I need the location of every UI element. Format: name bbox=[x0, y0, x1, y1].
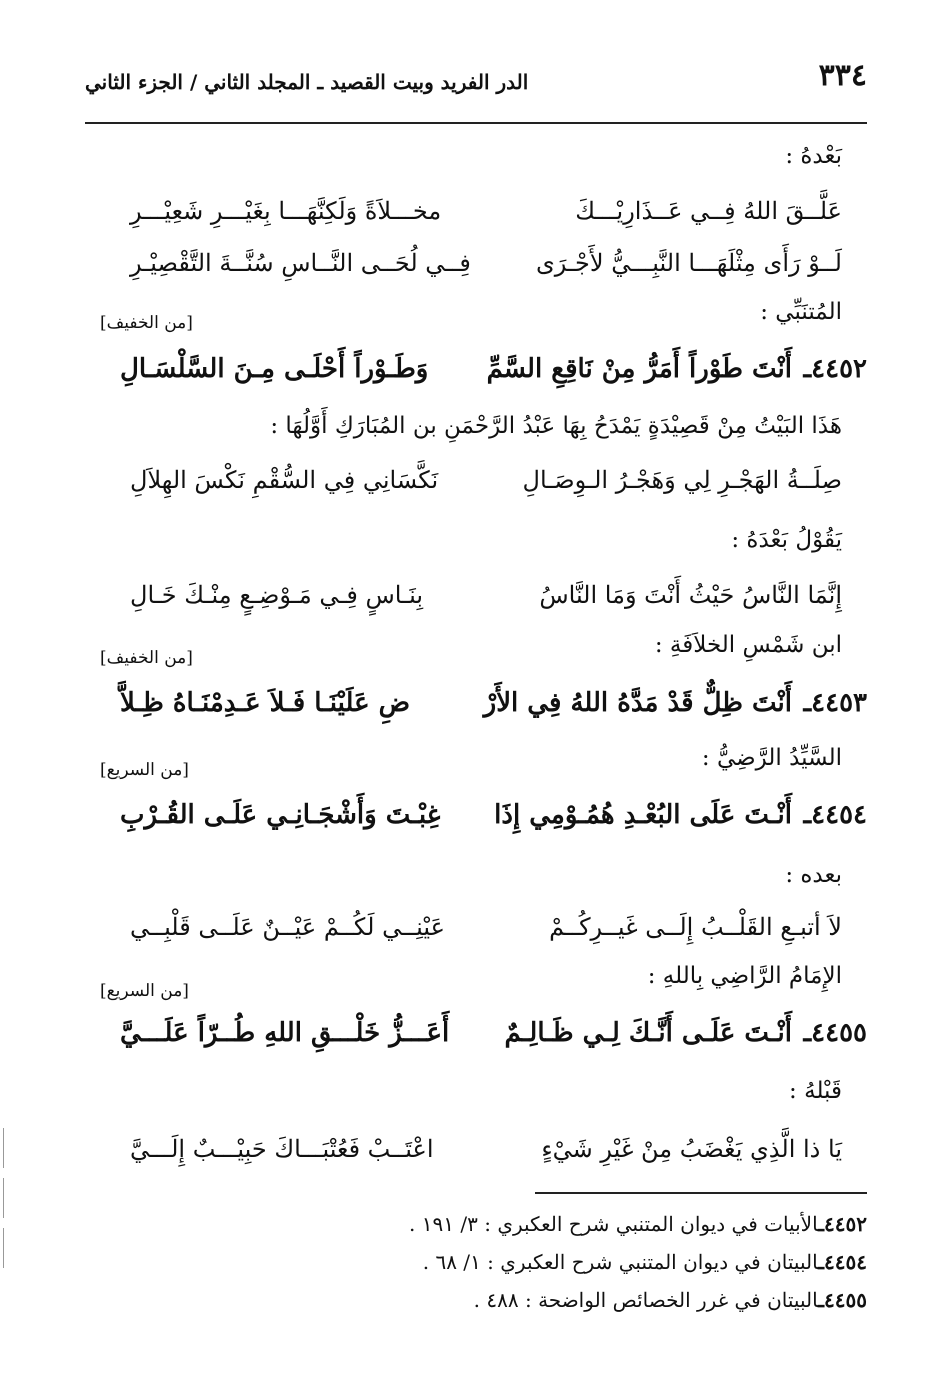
crop-mark bbox=[3, 1128, 4, 1168]
verse-1 bbox=[110, 197, 842, 241]
poet-name: الإِمَامُ الرَّاضِي بِاللهِ : bbox=[647, 963, 842, 989]
verse-hemistich-2: ضِ عَلَيْنَـا فَـلاَ عَـدِمْنَـاهُ ظِـلاَّ bbox=[120, 688, 411, 718]
footnote-text: البيتان في غرر الخصائص الواضحة : ٤٨٨ . bbox=[473, 1288, 819, 1312]
intro-after: بعده : bbox=[785, 862, 842, 888]
numbered-verse-4453 bbox=[100, 688, 867, 734]
verse-hemistich-1: لَــوْ رَأَى مِثْلَهَـــا النَّبِـــيُّ لأَجْـرَى bbox=[536, 249, 842, 277]
verse-hemistich-2: بِنَـاسٍ فِـي مَـوْضِـعٍ مِنْـكَ خَـالِ bbox=[130, 581, 424, 609]
verse-hemistich-1: إِنَّمَا النَّاسُ حَيْثُ أَنْتَ وَمَا النَّاسُ bbox=[539, 581, 842, 609]
verse-hemistich-2: اعْتَــبْ فَعُتْبَـــاكَ حَبِيْـــبٌ إِلَـــيَّ bbox=[130, 1135, 434, 1163]
verse-hemistich-2: وَطَـوْراً أَحْلَـى مِـنَ السَّلْسَـالِ bbox=[120, 354, 429, 384]
verse-hemistich-2: أَعَـــزُّ خَلْـــقِ اللهِ طُــرّاً عَلَـــيَّ bbox=[120, 1018, 450, 1048]
verse-hemistich-2: مخـــلاَةً وَلَكِنَّهَـــا بِغَيْـــرِ شَعِيْـــرِ bbox=[130, 197, 442, 225]
numbered-verse-4452 bbox=[100, 354, 867, 400]
meter-label: [من السريع] bbox=[100, 760, 189, 780]
meter-label: [من الخفيف] bbox=[100, 648, 193, 668]
crop-mark bbox=[3, 1178, 4, 1218]
page-number: ٣٣٤ bbox=[818, 58, 867, 93]
verse-number: ٤٤٥٤ـ bbox=[803, 800, 867, 830]
header-rule bbox=[85, 122, 867, 124]
footnote-number: ٤٤٥٢ـ bbox=[818, 1212, 867, 1236]
verse-hemistich-1: أَنْـتَ عَلَـى أَنَّـكَ لِـي ظَـالِـمٌ bbox=[504, 1018, 792, 1048]
verse-hemistich-1: أَنْتَ طَوْراً أَمَرُّ مِنْ نَاقِعِ السَّمِّ bbox=[486, 354, 792, 384]
verse-hemistich-2: غِبْـتَ وَأَشْجَـانِـي عَلَـى القُـرْبِ bbox=[120, 800, 441, 830]
footnote-text: البيتان في ديوان المتنبي شرح العكبري : ١/ ٦٨ . bbox=[422, 1250, 819, 1274]
footnote-text: الأبيات في ديوان المتنبي شرح العكبري : ٣/ ١٩١ . bbox=[409, 1212, 819, 1236]
footnote bbox=[409, 1212, 867, 1236]
verse-hemistich-1: أَنْتَ ظِلٌّ قَدْ مَدَّهُ اللهُ فِي الأَرْ bbox=[483, 688, 792, 718]
verse-4 bbox=[110, 581, 842, 625]
verse-3 bbox=[110, 466, 842, 510]
verse-number: ٤٤٥٣ـ bbox=[803, 688, 867, 718]
intro-after: بَعْدهُ : bbox=[785, 143, 842, 169]
verse-number: ٤٤٥٥ـ bbox=[803, 1018, 867, 1048]
verse-6 bbox=[110, 1135, 842, 1179]
verse-2 bbox=[110, 249, 842, 293]
poet-name: السَّيِّدُ الرَّضِيُّ : bbox=[701, 745, 842, 771]
verse-hemistich-2: فِــي لُحَــى النَّــاسِ سُنَّــةَ التَّقْصِيْـرِ bbox=[130, 249, 471, 277]
meter-label: [من السريع] bbox=[100, 981, 189, 1001]
verse-number: ٤٤٥٢ـ bbox=[803, 354, 867, 384]
numbered-verse-4455 bbox=[100, 1018, 867, 1064]
verse-hemistich-1: صِلَــةُ الهَجْـرِ لِي وَهَجْـرُ الـوِصَـالِ bbox=[522, 466, 842, 494]
footnote-number: ٤٤٥٤ـ bbox=[818, 1250, 867, 1274]
poet-name: المُتنَبِّي : bbox=[760, 299, 842, 325]
commentary-line: هَذَا البَيْتُ مِنْ قَصِيْدَةٍ يَمْدَحُ بِهَا عَبْدُ الرَّحْمَنِ بن المُبَارَكِ أَوَّلُهَا : bbox=[270, 413, 842, 439]
crop-mark bbox=[3, 1228, 4, 1268]
page-header bbox=[85, 58, 867, 108]
verse-hemistich-1: يَا ذا الَّذِي يَغْضَبُ مِنْ غَيْرِ شَيْءٍ bbox=[541, 1135, 842, 1163]
footnote bbox=[423, 1250, 867, 1274]
footnote-rule bbox=[535, 1192, 867, 1194]
verse-hemistich-2: نَكَّسَانِي فِي السُّقْمِ نَكْسَ الهِلاَلِ bbox=[130, 466, 439, 494]
verse-hemistich-1: لاَ أتبـعِ القَلْــبُ إِلَــى غَيــرِكُــمْ bbox=[549, 913, 842, 941]
verse-hemistich-2: عَيْنِــي لَكُــمْ عَيْــنٌ عَلَــى قَلْبِــي bbox=[130, 913, 445, 941]
verse-hemistich-1: أَنْـتَ عَلَى البُعْـدِ هُمُـوْمِي إِذَا bbox=[494, 800, 792, 830]
poet-name: ابن شَمْسِ الخلاَفَةِ : bbox=[654, 632, 842, 658]
intro-before: قَبْلهُ : bbox=[789, 1078, 842, 1104]
numbered-verse-4454 bbox=[100, 800, 867, 846]
running-title: الدر الفريد وبيت القصيد ـ المجلد الثاني / الجزء الثاني bbox=[85, 70, 529, 94]
footnote bbox=[474, 1288, 867, 1312]
verse-hemistich-1: عَلَّــقَ اللهُ فِــي عَــذَارِيْـــكَ bbox=[575, 197, 842, 225]
footnote-number: ٤٤٥٥ـ bbox=[818, 1288, 867, 1312]
verse-5 bbox=[110, 913, 842, 957]
intro-line: يَقُوْلُ بَعْدَهُ : bbox=[731, 527, 842, 553]
meter-label: [من الخفيف] bbox=[100, 313, 193, 333]
